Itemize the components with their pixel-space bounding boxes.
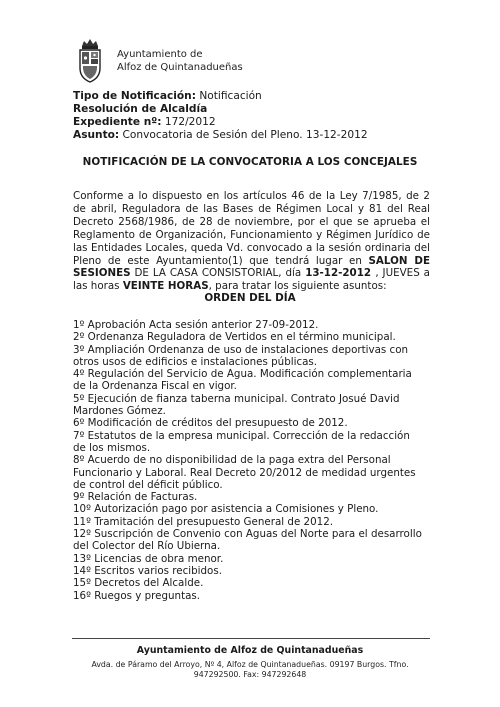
orden-del-dia-title: ORDEN DEL DÍA xyxy=(204,292,296,304)
agenda-item: 14º Escritos varios recibidos. xyxy=(73,564,222,577)
expediente-label: Expediente nº: xyxy=(73,116,162,128)
resolucion-label: Resolución de Alcaldía xyxy=(73,103,208,115)
asunto-row xyxy=(73,129,433,142)
intro-hora: VEINTE HORAS xyxy=(122,280,209,293)
agenda-item: 8º Acuerdo de no disponibilidad de la paga extra del Personal Funcionario y Laboral. Real Decreto 20/2012 de medidad urgentes de control del déficit público. xyxy=(73,454,416,491)
intro-fecha: 13-12-2012 xyxy=(305,267,376,280)
letterhead-org-name xyxy=(117,48,317,74)
agenda-item: 16º Ruegos y preguntas. xyxy=(73,589,201,602)
intro-part-2: DE LA CASA CONSISTORIAL, día xyxy=(130,267,306,280)
footer-org-name: Ayuntamiento de Alfoz de Quintanadueñas xyxy=(136,645,364,656)
agenda-item: 10º Autorización pago por asistencia a Comisiones y Pleno. xyxy=(73,503,379,516)
tipo-row xyxy=(73,90,433,103)
agenda-list xyxy=(73,319,423,602)
letterhead-line-1: Ayuntamiento de xyxy=(117,49,203,60)
agenda-item: 12º Suscripción de Convenio con Aguas del Norte para el desarrollo del Colector del Río Ubierna. xyxy=(73,528,422,553)
tipo-label: Tipo de Notificación: xyxy=(73,90,196,102)
notification-metadata xyxy=(73,90,433,142)
intro-lugar: SALON DE SESIONES xyxy=(73,254,430,280)
agenda-item: 13º Licencias de obra menor. xyxy=(73,552,224,565)
resolucion-row xyxy=(73,103,433,116)
agenda-item: 5º Ejecución de fianza taberna municipal. Contrato Josué David Mardones Gómez. xyxy=(73,392,400,418)
asunto-value: Convocatoria de Sesión del Pleno. 13-12-2012 xyxy=(119,129,368,141)
agenda-item: 15º Decretos del Alcalde. xyxy=(73,577,204,590)
tipo-value: Notificación xyxy=(195,90,262,102)
footer-address: Avda. de Páramo del Arroyo, Nº 4, Alfoz de Quintanadueñas. 09197 Burgos. Tfno. 947292500. Fax: 947292648 xyxy=(91,660,409,679)
agenda-item: 2º Ordenanza Reguladora de Vertidos en el término municipal. xyxy=(73,331,396,344)
intro-part-3: , JUEVES a las horas xyxy=(73,267,430,293)
agenda-item: 4º Regulación del Servicio de Agua. Modificación complementaria de la Ordenanza Fiscal en vigor. xyxy=(73,368,412,393)
intro-part-1: Conforme a lo dispuesto en los artículos 46 de la Ley 7/1985, de 2 de abril, Reguladora de las Bases de Régimen Local y 81 del Real Decreto 2568/1986, de 28 de noviembre, por el que se aprueba el Reglamento de Organización, Funcionamiento y Régimen Jurídico de las Entidades Locales, queda Vd. convocado a la sesión ordinaria del Pleno de este Ayuntamiento(1) que tendrá lugar en xyxy=(73,190,430,267)
agenda-item: 11º Tramitación del presupuesto General de 2012. xyxy=(73,515,334,528)
agenda-item: 7º Estatutos de la empresa municipal. Corrección de la redacción de los mismos. xyxy=(73,429,410,454)
coat-of-arms-icon xyxy=(77,38,103,84)
agenda-item: 3º Ampliación Ordenanza de uso de instalaciones deportivas con otros usos de edificios e instalaciones públicas. xyxy=(73,343,409,368)
agenda-item: 1º Aprobación Acta sesión anterior 27-09-2012. xyxy=(73,319,319,331)
agenda-item: 6º Modificación de créditos del presupuesto de 2012. xyxy=(73,417,348,430)
agenda-item: 9º Relación de Facturas. xyxy=(73,491,198,504)
intro-paragraph xyxy=(73,190,430,293)
document-title: NOTIFICACIÓN DE LA CONVOCATORIA A LOS CONCEJALES xyxy=(82,156,418,168)
expediente-row xyxy=(73,116,433,129)
letterhead-line-2: Alfoz de Quintanadueñas xyxy=(117,62,243,73)
footer-divider xyxy=(72,638,430,639)
asunto-label: Asunto: xyxy=(73,129,120,141)
expediente-value: 172/2012 xyxy=(161,116,216,128)
intro-part-4: , para tratar los siguiente asuntos: xyxy=(208,280,387,293)
